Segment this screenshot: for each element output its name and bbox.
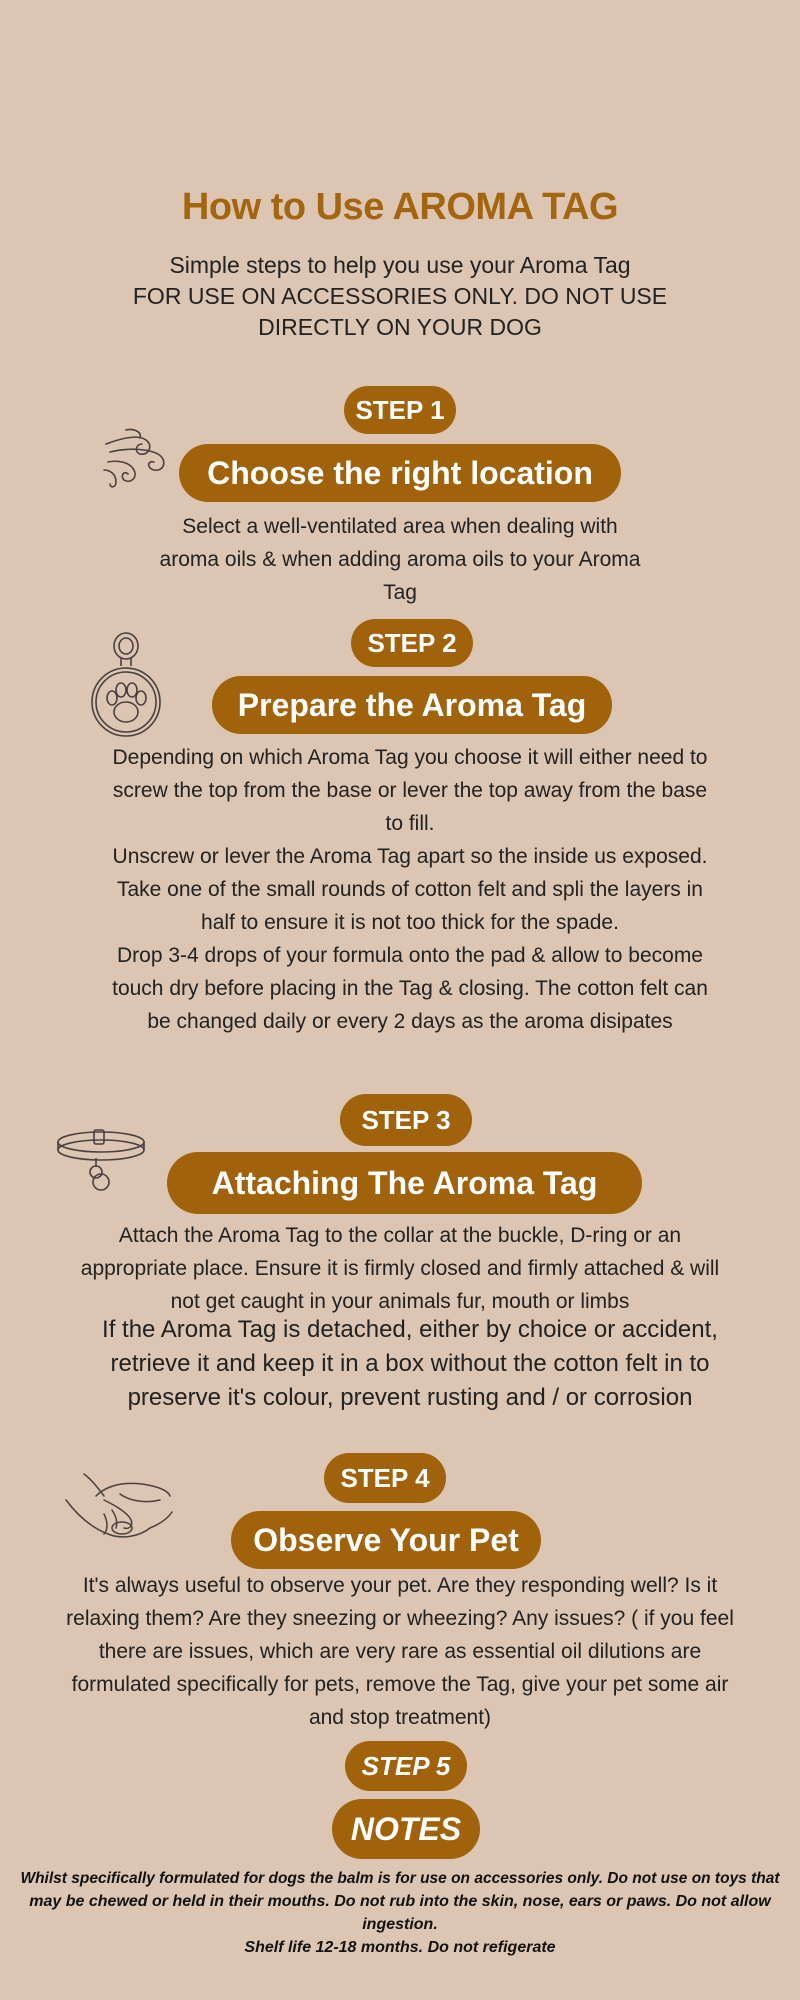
text-line: touch dry before placing in the Tag & closing. The cotton felt can [112,977,708,1000]
text-line: may be chewed or held in their mouths. Do not rub into the skin, nose, ears or paws. Do not allow [29,1893,771,1910]
text-line: Unscrew or lever the Aroma Tag apart so the inside us exposed. [112,845,708,868]
notes-heading: NOTES [332,1799,480,1859]
text-line: formulated specifically for pets, remove the Tag, give your pet some air [71,1673,729,1696]
page-title: How to Use AROMA TAG [181,186,619,228]
text-line: appropriate place. Ensure it is firmly closed and firmly attached & will [80,1257,720,1280]
text-line: half to ensure it is not too thick for the spade. [201,911,619,934]
wind-icon [102,424,172,494]
notes-text [0,1867,800,1959]
step-1-badge: STEP 1 [344,386,456,434]
step-2-badge: STEP 2 [351,619,473,667]
intro-line: FOR USE ON ACCESSORIES ONLY. DO NOT USE [132,283,668,309]
text-line: aroma oils & when adding aroma oils to your Aroma [159,548,641,571]
text-line: Depending on which Aroma Tag you choose it will either need to [112,746,708,769]
paw-tag-icon [88,632,164,736]
step-1-text [110,510,690,609]
text-line: retrieve it and keep it in a box without the cotton felt in to [110,1350,710,1377]
step-3-badge: STEP 3 [340,1094,472,1146]
text-line: there are issues, which are very rare as essential oil dilutions are [98,1640,702,1663]
text-line: preserve it's colour, prevent rusting and / or corrosion [127,1384,693,1411]
text-line: screw the top from the base or lever the top away from the base [112,779,708,802]
text-line: Take one of the small rounds of cotton felt and spli the layers in [116,878,703,901]
text-line: Select a well-ventilated area when dealing with [182,515,618,538]
text-line: Whilst specifically formulated for dogs the balm is for use on accessories only. Do not use on toys that [20,1870,780,1887]
step-2-text [50,741,770,1038]
text-line: to fill. [385,812,435,835]
step-3-note [50,1313,770,1415]
text-line: be changed daily or every 2 days as the aroma disipates [147,1010,673,1033]
intro-text [100,250,700,343]
text-line: and stop treatment) [308,1706,492,1729]
step-1-heading: Choose the right location [179,444,621,502]
step-2-heading: Prepare the Aroma Tag [212,676,612,734]
text-line: Attach the Aroma Tag to the collar at the buckle, D-ring or an [118,1224,682,1247]
text-line: not get caught in your animals fur, mouth or limbs [170,1290,630,1313]
text-line: ingestion. [362,1916,438,1933]
text-line: It's always useful to observe your pet. Are they responding well? Is it [82,1574,718,1597]
text-line: Drop 3-4 drops of your formula onto the pad & allow to become [117,944,703,967]
text-line: relaxing them? Are they sneezing or wheezing? Any issues? ( if you feel [66,1607,734,1630]
step-4-heading: Observe Your Pet [231,1511,541,1569]
text-line: Tag [383,581,417,604]
step-3-heading: Attaching The Aroma Tag [167,1152,642,1214]
intro-line: Simple steps to help you use your Aroma Tag [169,252,631,278]
collar-icon [56,1128,146,1192]
hand-paw-icon [64,1470,174,1550]
text-line: If the Aroma Tag is detached, either by choice or accident, [102,1316,718,1343]
step-4-badge: STEP 4 [324,1453,446,1503]
text-line: Shelf life 12-18 months. Do not refigerate [244,1939,556,1956]
intro-line: DIRECTLY ON YOUR DOG [258,314,542,340]
step-5-badge: STEP 5 [345,1741,467,1791]
step-3-text [20,1219,780,1318]
step-4-text [10,1569,790,1734]
